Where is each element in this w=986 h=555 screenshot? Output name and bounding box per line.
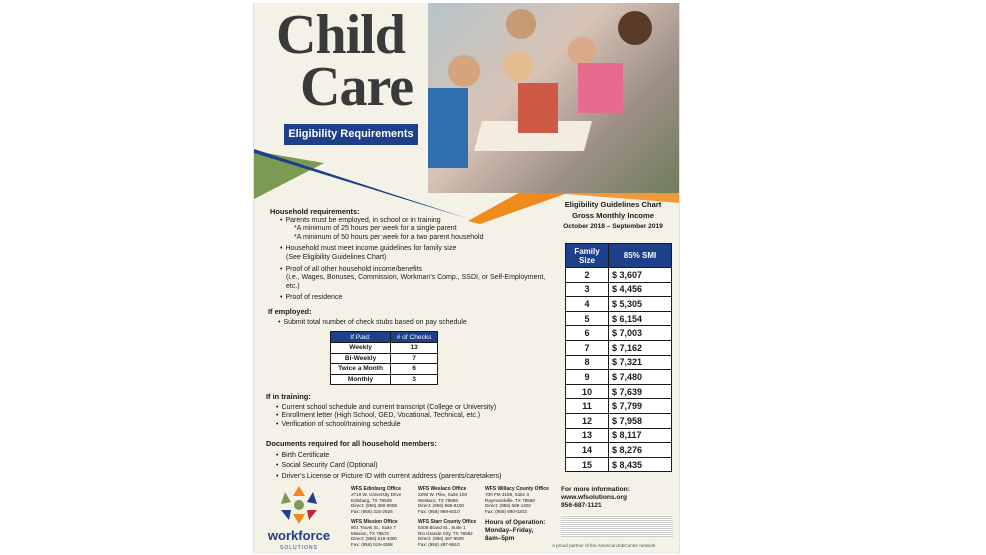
hours-days: Monday–Friday, bbox=[485, 527, 534, 534]
household-item: • Household must meet income guidelines for family size bbox=[270, 245, 560, 254]
documents-section bbox=[266, 440, 556, 481]
table-header: # of Checks bbox=[391, 332, 438, 343]
children-reading-photo bbox=[428, 3, 680, 193]
partner-note: A proud partner of the AmericanJobCenter network bbox=[552, 543, 656, 548]
logo-wordmark bbox=[261, 530, 337, 554]
income-cell: $ 3,607 bbox=[609, 268, 672, 283]
guidelines-title bbox=[556, 199, 670, 232]
office-line: Weslaco, TX 78596 bbox=[418, 497, 458, 503]
household-heading: Household requirements: bbox=[270, 207, 360, 216]
office-line: Edinburg, TX 78539 bbox=[351, 497, 392, 503]
office-weslaco bbox=[418, 486, 484, 514]
table-row bbox=[331, 374, 438, 385]
household-subitem: *A minimum of 50 hours per week for a two parent household bbox=[294, 233, 484, 241]
office-line: Raymondville, TX 78580 bbox=[485, 497, 535, 503]
household-subitem: (See Eligibility Guidelines Chart) bbox=[286, 253, 387, 261]
table-cell: Monthly bbox=[331, 374, 391, 385]
office-edinburg bbox=[351, 486, 421, 514]
workforce-solutions-logo bbox=[269, 482, 329, 528]
income-guidelines-table bbox=[565, 243, 672, 472]
training-item: • Current school schedule and current transcript (College or University) bbox=[266, 404, 556, 413]
family-size-cell: 12 bbox=[566, 413, 609, 428]
table-row bbox=[566, 384, 672, 399]
income-cell: $ 7,799 bbox=[609, 399, 672, 414]
documents-item: • Social Security Card (Optional) bbox=[266, 462, 556, 471]
office-name: WFS Willacy County Office bbox=[485, 486, 549, 492]
table-cell: Weekly bbox=[331, 343, 391, 354]
fine-print bbox=[561, 515, 673, 537]
family-size-cell: 11 bbox=[566, 399, 609, 414]
page-title bbox=[276, 4, 414, 118]
phone-number: 956-687-1121 bbox=[561, 502, 602, 509]
office-line: Fax: (956) 487-9510 bbox=[418, 541, 460, 547]
office-name: WFS Mission Office bbox=[351, 519, 398, 525]
title-line-1: Child bbox=[276, 4, 405, 66]
family-size-cell: 4 bbox=[566, 297, 609, 312]
table-header: If Paid: bbox=[331, 332, 391, 343]
guidelines-title-line: Eligibility Guidelines Chart bbox=[564, 200, 662, 209]
table-cell: 7 bbox=[391, 353, 438, 364]
table-row bbox=[566, 399, 672, 414]
office-name: WFS Starr County Office bbox=[418, 519, 477, 525]
table-row bbox=[566, 268, 672, 283]
office-line: Direct: (956) 380-0008 bbox=[351, 503, 397, 509]
household-item: • Proof of all other household income/benefits bbox=[270, 266, 560, 275]
table-row bbox=[566, 340, 672, 355]
table-row bbox=[566, 355, 672, 370]
income-cell: $ 6,154 bbox=[609, 311, 672, 326]
title-line-2: Care bbox=[300, 56, 414, 118]
family-size-cell: 14 bbox=[566, 443, 609, 458]
table-header: Family Size bbox=[566, 244, 609, 268]
household-subitem: (i.e., Wages, Bonuses, Commission, Workman's Comp., SSDI, or Self-Employment, etc.) bbox=[286, 274, 546, 290]
income-cell: $ 7,003 bbox=[609, 326, 672, 341]
office-line: 5408 Brand St., Suite 1 bbox=[418, 525, 466, 531]
income-cell: $ 4,456 bbox=[609, 282, 672, 297]
income-cell: $ 7,162 bbox=[609, 340, 672, 355]
income-cell: $ 7,639 bbox=[609, 384, 672, 399]
office-line: Direct: (956) 519-4300 bbox=[351, 536, 397, 542]
office-line: Direct: (956) 689-1402 bbox=[485, 503, 531, 509]
family-size-cell: 15 bbox=[566, 457, 609, 472]
family-size-cell: 6 bbox=[566, 326, 609, 341]
guidelines-title-line: Gross Monthly Income bbox=[572, 211, 654, 220]
office-line: Mission, TX 78572 bbox=[351, 530, 389, 536]
income-cell: $ 5,305 bbox=[609, 297, 672, 312]
table-row bbox=[566, 311, 672, 326]
table-row bbox=[331, 343, 438, 354]
family-size-cell: 2 bbox=[566, 268, 609, 283]
household-item: • Proof of residence bbox=[270, 294, 560, 303]
household-section bbox=[270, 208, 560, 303]
family-size-cell: 13 bbox=[566, 428, 609, 443]
office-starr bbox=[418, 519, 484, 547]
logo-sub: SOLUTIONS bbox=[280, 545, 318, 551]
flyer bbox=[253, 3, 680, 554]
table-cell: Bi-Weekly bbox=[331, 353, 391, 364]
table-row bbox=[566, 457, 672, 472]
family-size-cell: 7 bbox=[566, 340, 609, 355]
income-cell: $ 7,480 bbox=[609, 370, 672, 385]
table-cell: 13 bbox=[391, 343, 438, 354]
office-line: 2719 W. University Drive bbox=[351, 492, 402, 498]
table-row bbox=[566, 413, 672, 428]
table-row bbox=[566, 297, 672, 312]
table-row bbox=[566, 443, 672, 458]
office-line: Fax: (956) 969-6010 bbox=[418, 508, 460, 514]
income-cell: $ 7,321 bbox=[609, 355, 672, 370]
logo-name: workforce bbox=[267, 528, 331, 543]
documents-item: • Driver's License or Picture ID with current address (parents/caretakers) bbox=[266, 473, 556, 482]
eligibility-banner: Eligibility Requirements bbox=[284, 124, 418, 145]
office-line: Direct: (956) 969-8100 bbox=[418, 503, 464, 509]
employed-section bbox=[268, 308, 558, 327]
office-line: 2290 W. Pike, Suite 100 bbox=[418, 492, 468, 498]
income-cell: $ 8,117 bbox=[609, 428, 672, 443]
household-item: • Parents must be employed, in school or in training bbox=[270, 217, 560, 226]
employed-heading: If employed: bbox=[268, 307, 312, 316]
office-willacy bbox=[485, 486, 557, 514]
more-info-label: For more information: bbox=[561, 486, 630, 493]
office-mission bbox=[351, 519, 421, 547]
household-subitem: *A minimum of 25 hours per week for a single parent bbox=[294, 225, 457, 233]
documents-item: • Birth Certificate bbox=[266, 452, 556, 461]
hours-time: 8am–5pm bbox=[485, 535, 515, 542]
training-item: • Verification of school/training schedule bbox=[266, 421, 556, 430]
income-cell: $ 8,435 bbox=[609, 457, 672, 472]
office-line: Fax: (956) 519-4368 bbox=[351, 541, 393, 547]
family-size-cell: 5 bbox=[566, 311, 609, 326]
table-row bbox=[566, 326, 672, 341]
documents-heading: Documents required for all household members: bbox=[266, 439, 437, 448]
table-cell: Twice a Month bbox=[331, 364, 391, 375]
income-guidelines-rows bbox=[566, 268, 672, 472]
office-line: Direct: (956) 487-9500 bbox=[418, 536, 464, 542]
table-row bbox=[331, 353, 438, 364]
employed-item: • Submit total number of check stubs based on pay schedule bbox=[268, 319, 558, 328]
table-cell: 3 bbox=[391, 374, 438, 385]
family-size-cell: 3 bbox=[566, 282, 609, 297]
training-section bbox=[266, 393, 556, 429]
guidelines-period: October 2018 – September 2019 bbox=[563, 223, 663, 230]
table-row bbox=[566, 282, 672, 297]
table-header: 85% SMI bbox=[609, 244, 672, 268]
office-line: 700 FM 3168, Suite 3 bbox=[485, 492, 529, 498]
table-cell: 6 bbox=[391, 364, 438, 375]
family-size-cell: 8 bbox=[566, 355, 609, 370]
office-line: Fax: (956) 690-0203 bbox=[485, 508, 527, 514]
family-size-cell: 10 bbox=[566, 384, 609, 399]
hours-label: Hours of Operation: bbox=[485, 519, 546, 526]
family-size-cell: 9 bbox=[566, 370, 609, 385]
income-cell: $ 8,276 bbox=[609, 443, 672, 458]
office-name: WFS Weslaco Office bbox=[418, 486, 467, 492]
check-stubs-table bbox=[330, 331, 438, 385]
table-row bbox=[331, 364, 438, 375]
income-cell: $ 7,958 bbox=[609, 413, 672, 428]
training-item: • Enrollment letter (High School, GED, Vocational, Technical, etc.) bbox=[266, 412, 556, 421]
more-info bbox=[561, 486, 630, 510]
website-link[interactable]: www.wfsolutions.org bbox=[561, 494, 628, 501]
training-heading: If in training: bbox=[266, 392, 311, 401]
table-row bbox=[566, 428, 672, 443]
table-row bbox=[566, 370, 672, 385]
office-line: 901 Travis St., Suite 7 bbox=[351, 525, 396, 531]
office-line: Fax: (956) 316-2626 bbox=[351, 508, 393, 514]
office-line: Rio Grande City, TX 78582 bbox=[418, 530, 473, 536]
hours-of-operation bbox=[485, 519, 557, 543]
office-name: WFS Edinburg Office bbox=[351, 486, 401, 492]
